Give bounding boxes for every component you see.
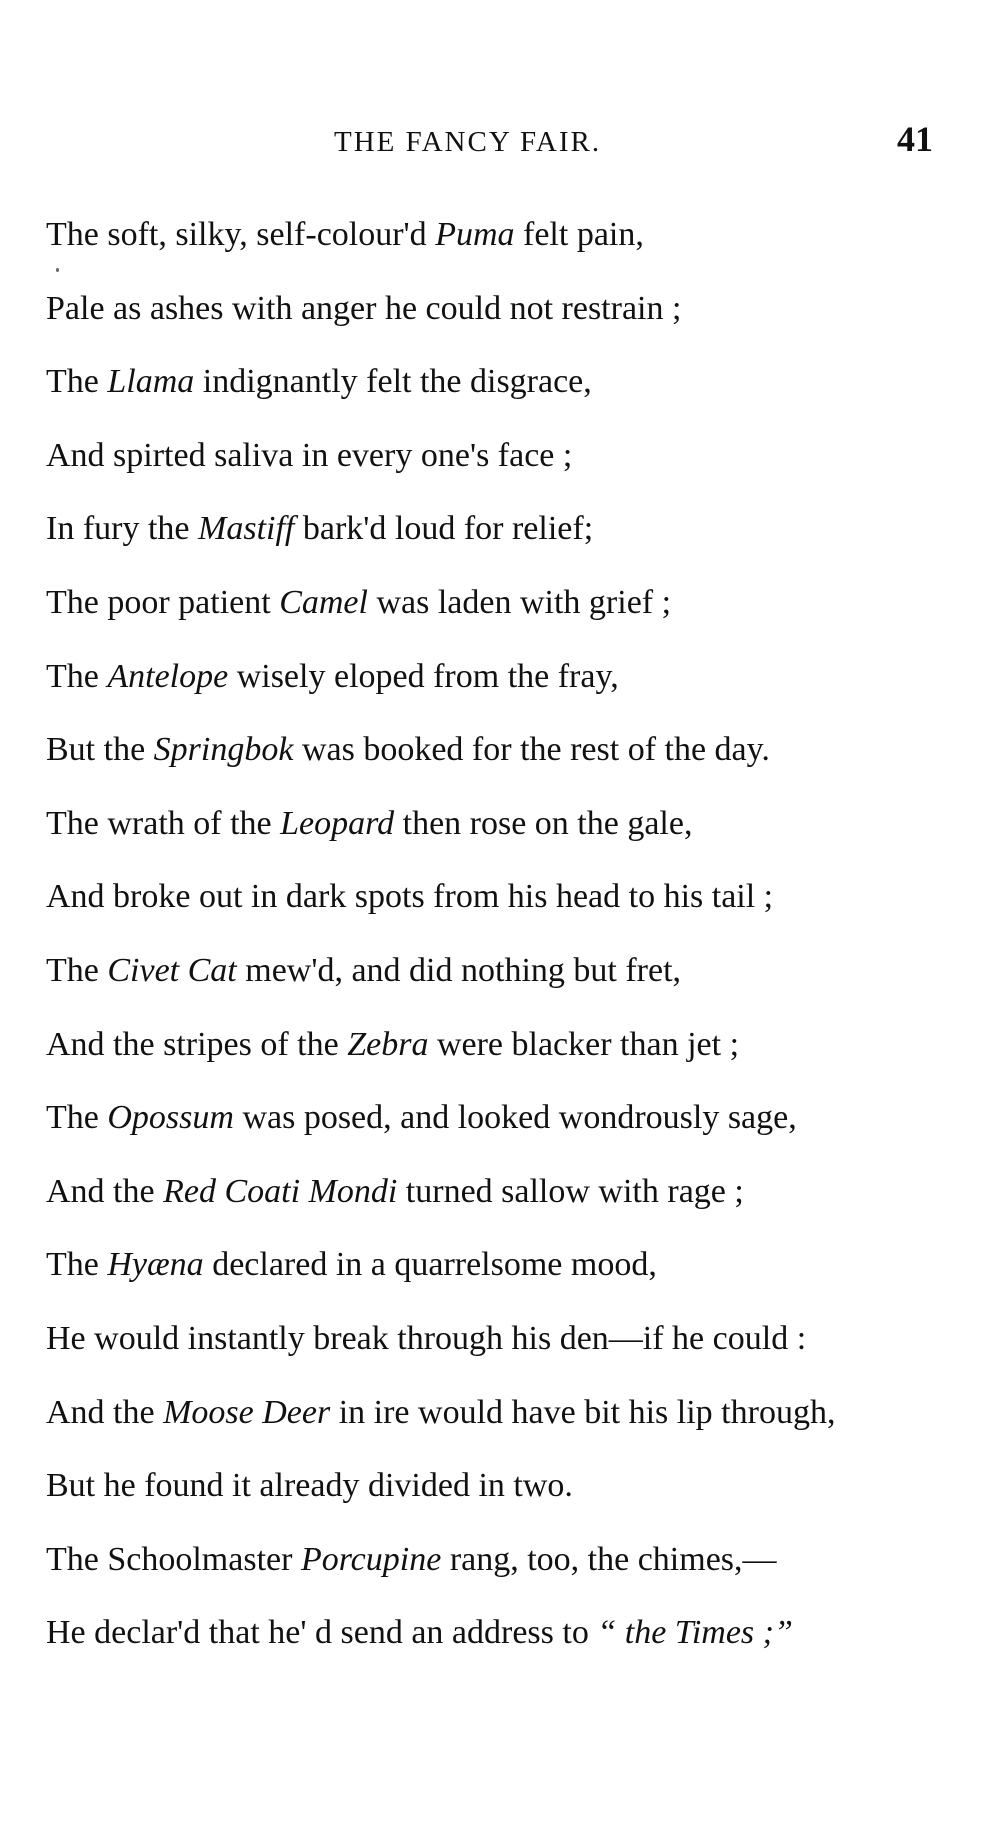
line-text: rang, too, the chimes,— (441, 1540, 777, 1578)
italic-name: Porcupine (300, 1540, 442, 1578)
line-text: was posed, and looked wondrously sage, (233, 1099, 797, 1137)
line-text: felt pain, (514, 216, 644, 253)
poem-line (46, 1533, 966, 1607)
line-text: And the (46, 1393, 164, 1431)
poem-line (46, 723, 966, 797)
italic-name: Zebra (347, 1025, 429, 1063)
poem-line (46, 1459, 966, 1533)
line-text: In fury the (46, 510, 199, 548)
italic-name: Opossum (107, 1099, 234, 1137)
italic-name: Puma (435, 216, 515, 253)
line-text: The (46, 1099, 108, 1137)
line-text: And the (46, 1172, 164, 1210)
italic-name: “ the Times ;” (597, 1614, 793, 1652)
italic-name: Hyæna (107, 1246, 204, 1284)
line-text: Pale as ashes with anger he could not restrain ; (46, 289, 682, 327)
line-text: The wrath of the (46, 804, 281, 842)
line-text: And spirted saliva in every one's face ; (46, 436, 573, 474)
italic-name: Civet Cat (107, 951, 237, 989)
print-speck (56, 268, 59, 272)
line-text: The (46, 657, 108, 695)
poem-line (46, 208, 966, 282)
poem-line (46, 1165, 966, 1239)
line-text: indignantly felt the disgrace, (194, 363, 592, 401)
line-text: wisely eloped from the fray, (228, 657, 619, 695)
line-text: The soft, silky, self-colour'd (46, 216, 436, 253)
page-number: 41 (897, 119, 933, 159)
poem-line (46, 944, 966, 1018)
line-text: But the (46, 731, 154, 769)
line-text: mew'd, and did nothing but fret, (236, 951, 682, 989)
line-text: And the stripes of the (46, 1025, 348, 1063)
line-text: then rose on the gale, (394, 804, 693, 842)
poem-line (46, 429, 966, 503)
line-text: And broke out in dark spots from his head to his tail ; (46, 878, 774, 916)
line-text: was laden with grief ; (367, 583, 672, 621)
poem-text (46, 208, 966, 1680)
poem-line (46, 650, 966, 724)
line-text: was booked for the rest of the day. (293, 731, 770, 769)
italic-name: Moose Deer (163, 1393, 331, 1431)
poem-line (46, 502, 966, 576)
poem-line (46, 870, 966, 944)
line-text: turned sallow with rage ; (397, 1172, 744, 1210)
poem-line (46, 1018, 966, 1092)
line-text: He would instantly break through his den—if he could : (46, 1319, 807, 1357)
poem-line (46, 282, 966, 356)
line-text: He declar'd that he' d send an address to (46, 1614, 598, 1652)
italic-name: Antelope (107, 657, 229, 695)
line-text: in ire would have bit his lip through, (330, 1393, 836, 1431)
poem-line (46, 1386, 966, 1460)
line-text: The (46, 363, 108, 401)
poem-line (46, 1606, 966, 1680)
running-head (0, 119, 1000, 166)
poem-line (46, 1238, 966, 1312)
italic-name: Springbok (153, 731, 294, 769)
line-text: The Schoolmaster (46, 1540, 301, 1578)
line-text: were blacker than jet ; (428, 1025, 740, 1063)
line-text: The (46, 951, 108, 989)
poem-line (46, 1091, 966, 1165)
poem-line (46, 797, 966, 871)
line-text: The poor patient (46, 583, 280, 621)
italic-name: Mastiff (198, 510, 295, 548)
running-title: THE FANCY FAIR. (334, 126, 602, 158)
poem-line (46, 1312, 966, 1386)
poem-line (46, 576, 966, 650)
line-text: But he found it already divided in two. (46, 1467, 573, 1505)
line-text: bark'd loud for relief; (294, 510, 594, 548)
line-text: declared in a quarrelsome mood, (203, 1246, 657, 1284)
italic-name: Leopard (280, 804, 395, 842)
italic-name: Camel (279, 583, 368, 621)
line-text: The (46, 1246, 108, 1284)
italic-name: Red Coati Mondi (163, 1172, 398, 1210)
poem-line (46, 355, 966, 429)
italic-name: Llama (107, 363, 195, 401)
